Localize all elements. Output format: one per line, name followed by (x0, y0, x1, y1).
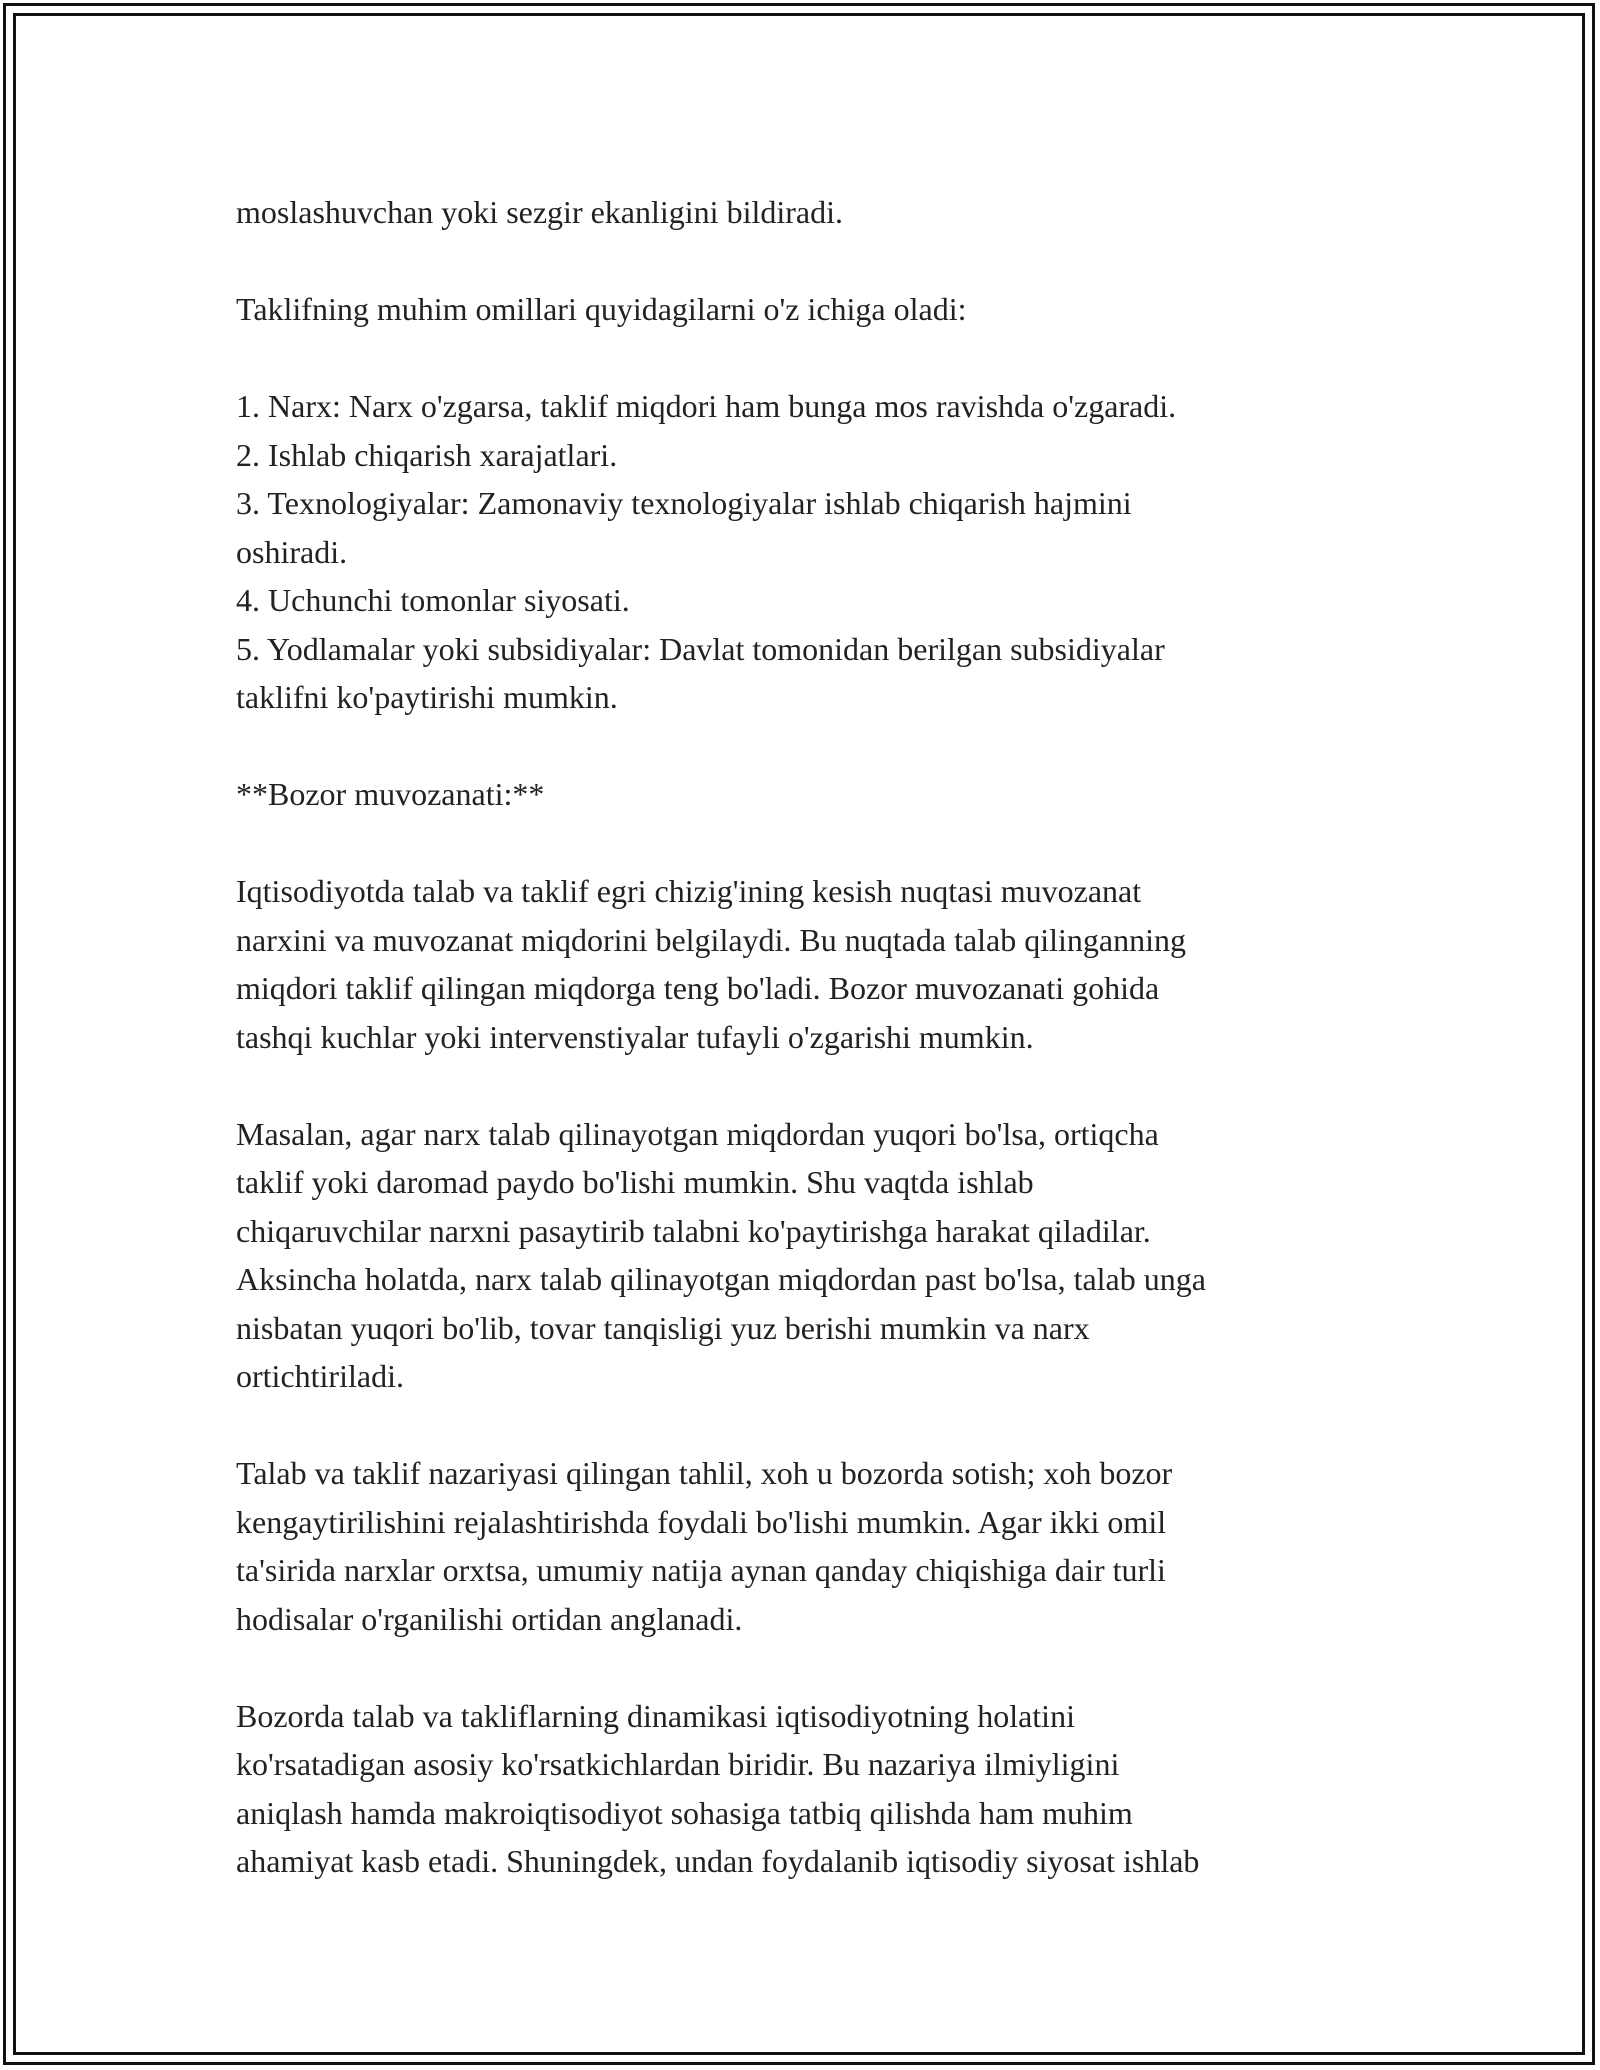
list-item-5-cont: taklifni ko'paytirishi mumkin. (236, 679, 618, 715)
text-line: Talab va taklif nazariyasi qilingan tahlil, xoh u bozorda sotish; xoh bozor (236, 1455, 1173, 1491)
text-line: nisbatan yuqori bo'lib, tovar tanqisligi yuz berishi mumkin va narx (236, 1309, 1090, 1346)
paragraph-gap (236, 1061, 1386, 1110)
text-line: chiqaruvchilar narxni pasaytirib talabni ko'paytirishga harakat qiladilar. (236, 1212, 1151, 1249)
paragraph-gap (236, 334, 1386, 383)
list-item-4: 4. Uchunchi tomonlar siyosati. (236, 582, 630, 618)
text-line: Aksincha holatda, narx talab qilinayotgan miqdordan past bo'lsa, talab unga (236, 1261, 1206, 1297)
text-line: ortichtiriladi. (236, 1358, 404, 1394)
paragraph-gap (236, 1643, 1386, 1692)
list-item-3: 3. Texnologiyalar: Zamonaviy texnologiyalar ishlab chiqarish hajmini (236, 485, 1132, 521)
text-line: tashqi kuchlar yoki intervenstiyalar tufayli o'zgarishi mumkin. (236, 1018, 1034, 1055)
text-line: hodisalar o'rganilishi ortidan anglanadi. (236, 1600, 743, 1637)
text-line: Taklifning muhim omillari quyidagilarni o'z ichiga oladi: (236, 291, 967, 327)
list-item-2: 2. Ishlab chiqarish xarajatlari. (236, 436, 618, 473)
text-line: Masalan, agar narx talab qilinayotgan miqdordan yuqori bo'lsa, ortiqcha (236, 1115, 1159, 1152)
paragraph-gap (236, 819, 1386, 868)
text-line: taklif yoki daromad paydo bo'lishi mumkin. Shu vaqtda ishlab (236, 1164, 1034, 1200)
text-line: narxini va muvozanat miqdorini belgilaydi. Bu nuqtada talab qilinganning (236, 921, 1187, 958)
text-line: miqdori taklif qilingan miqdorga teng bo'ladi. Bozor muvozanati gohida (236, 970, 1160, 1006)
list-item-3-cont: oshiradi. (236, 533, 348, 570)
text-line: Iqtisodiyotda talab va taklif egri chizig'ining kesish nuqtasi muvozanat (236, 873, 1142, 909)
paragraph-gap (236, 237, 1386, 286)
list-item-1: 1. Narx: Narx o'zgarsa, taklif miqdori ham bunga mos ravishda o'zgaradi. (236, 388, 1177, 424)
text-line: moslashuvchan yoki sezgir ekanligini bildiradi. (236, 194, 843, 230)
text-line: Bozorda talab va takliflarning dinamikasi iqtisodiyotning holatini (236, 1697, 1075, 1734)
text-line: aniqlash hamda makroiqtisodiyot sohasiga tatbiq qilishda ham muhim (236, 1794, 1133, 1831)
document-body (236, 188, 1386, 1886)
section-heading: **Bozor muvozanati:** (236, 776, 545, 812)
text-line: kengaytirilishini rejalashtirishda foydali bo'lishi mumkin. Agar ikki omil (236, 1503, 1167, 1540)
text-line: ahamiyat kasb etadi. Shuningdek, undan foydalanib iqtisodiy siyosat ishlab (236, 1843, 1200, 1879)
paragraph-gap (236, 722, 1386, 771)
list-item-5: 5. Yodlamalar yoki subsidiyalar: Davlat tomonidan berilgan subsidiyalar (236, 630, 1165, 667)
text-line: ko'rsatadigan asosiy ko'rsatkichlardan biridir. Bu nazariya ilmiyligini (236, 1746, 1120, 1782)
paragraph-gap (236, 1401, 1386, 1450)
text-line: ta'sirida narxlar orxtsa, umumiy natija aynan qanday chiqishiga dair turli (236, 1552, 1166, 1588)
